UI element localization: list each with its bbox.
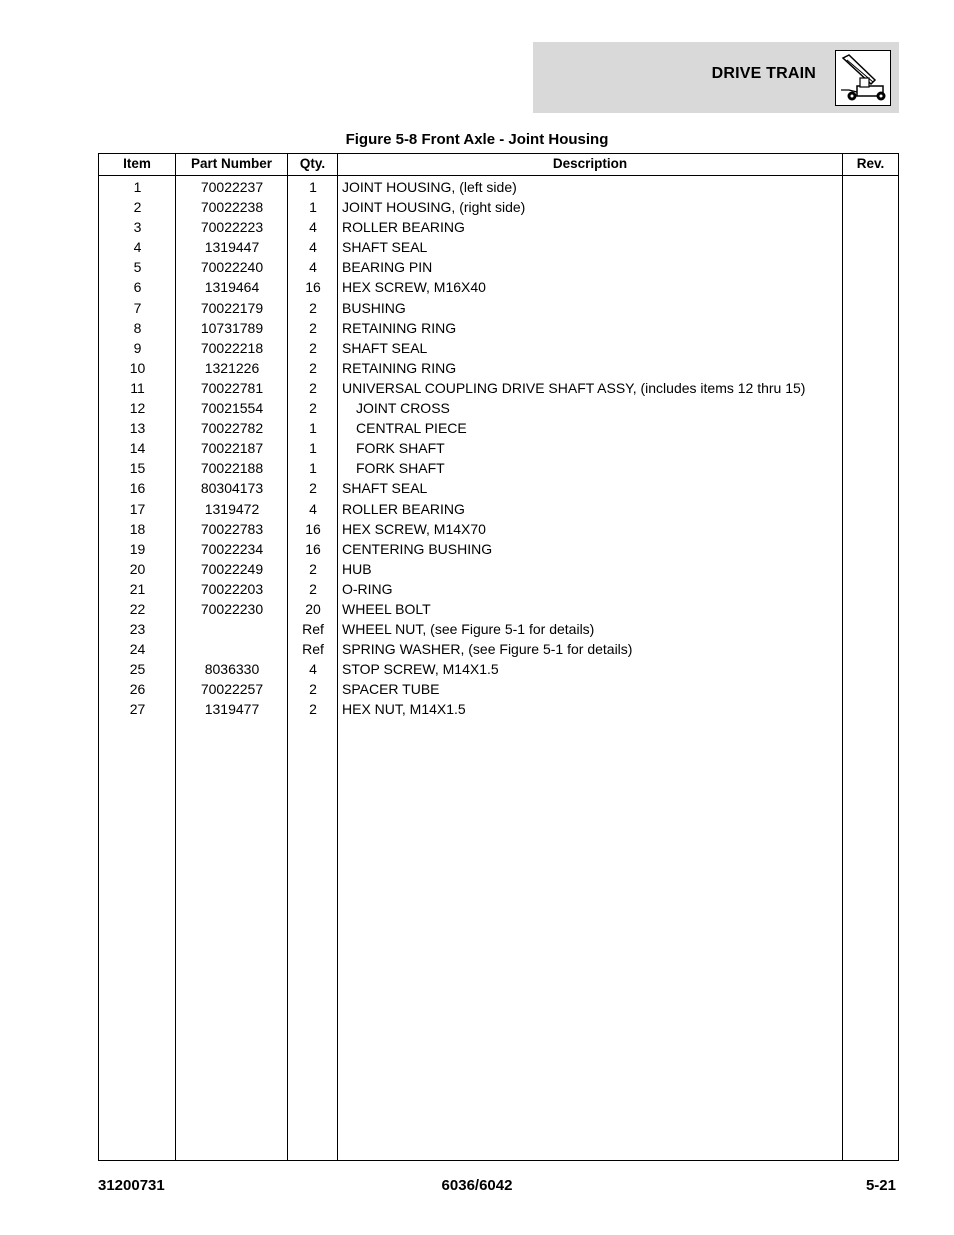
description-cell: UNIVERSAL COUPLING DRIVE SHAFT ASSY, (includes items 12 thru 15) bbox=[342, 379, 806, 396]
part-number-cell: 70022187 bbox=[200, 440, 264, 457]
table-row bbox=[99, 277, 898, 297]
description-cell: SHAFT SEAL bbox=[342, 480, 428, 497]
table-row bbox=[99, 559, 898, 579]
qty-cell: 16 bbox=[305, 520, 321, 537]
part-number-cell: 70022782 bbox=[200, 420, 264, 437]
description-cell: JOINT HOUSING, (right side) bbox=[342, 199, 526, 216]
item-cell: 18 bbox=[129, 520, 146, 537]
qty-cell: 4 bbox=[309, 661, 317, 678]
description-cell: HEX SCREW, M16X40 bbox=[342, 279, 486, 296]
table-row bbox=[99, 679, 898, 699]
description-cell: ROLLER BEARING bbox=[342, 500, 465, 517]
item-cell: 24 bbox=[129, 641, 146, 658]
table-row bbox=[99, 398, 898, 418]
table-row bbox=[99, 257, 898, 277]
qty-cell: 2 bbox=[309, 359, 317, 376]
part-number-cell: 70022188 bbox=[200, 460, 264, 477]
description-cell: SPRING WASHER, (see Figure 5-1 for details) bbox=[342, 641, 633, 658]
column-header-rev: Rev. bbox=[856, 156, 885, 171]
column-header-qty: Qty. bbox=[299, 156, 326, 171]
item-cell: 14 bbox=[129, 440, 146, 457]
item-cell: 27 bbox=[129, 701, 146, 718]
table-row bbox=[99, 539, 898, 559]
table-row bbox=[99, 217, 898, 237]
description-cell: SPACER TUBE bbox=[342, 681, 440, 698]
part-number-cell: 70022230 bbox=[200, 600, 264, 617]
table-row bbox=[99, 639, 898, 659]
item-cell: 7 bbox=[133, 299, 142, 316]
part-number-cell: 70022249 bbox=[200, 560, 264, 577]
qty-cell: 2 bbox=[309, 299, 317, 316]
part-number-cell: 70022223 bbox=[200, 219, 264, 236]
part-number-cell: 70022240 bbox=[200, 259, 264, 276]
table-row bbox=[99, 659, 898, 679]
parts-table bbox=[98, 153, 899, 1161]
qty-cell: 4 bbox=[309, 239, 317, 256]
telehandler-icon bbox=[835, 50, 891, 106]
part-number-cell: 70022257 bbox=[200, 681, 264, 698]
item-cell: 11 bbox=[130, 379, 145, 396]
table-row bbox=[99, 418, 898, 438]
qty-cell: 4 bbox=[309, 500, 317, 517]
qty-cell: 2 bbox=[309, 400, 317, 417]
qty-cell: 1 bbox=[309, 420, 317, 437]
table-row bbox=[99, 458, 898, 478]
item-cell: 6 bbox=[133, 279, 142, 296]
part-number-cell: 1319477 bbox=[204, 701, 260, 718]
part-number-cell: 70022238 bbox=[200, 199, 264, 216]
description-cell: BUSHING bbox=[342, 299, 406, 316]
item-cell: 10 bbox=[129, 359, 146, 376]
document-number: 31200731 bbox=[98, 1177, 165, 1194]
table-row bbox=[99, 358, 898, 378]
description-cell: WHEEL BOLT bbox=[342, 600, 431, 617]
column-header-part-number: Part Number bbox=[190, 156, 273, 171]
table-row bbox=[99, 499, 898, 519]
description-cell: JOINT CROSS bbox=[356, 400, 450, 417]
column-header-description: Description bbox=[552, 156, 628, 171]
part-number-cell: 70022781 bbox=[200, 379, 264, 396]
description-cell: HEX NUT, M14X1.5 bbox=[342, 701, 466, 718]
table-row bbox=[99, 298, 898, 318]
item-cell: 23 bbox=[129, 621, 146, 638]
description-cell: CENTRAL PIECE bbox=[356, 420, 467, 437]
qty-cell: 20 bbox=[305, 600, 321, 617]
table-row bbox=[99, 438, 898, 458]
item-cell: 15 bbox=[129, 460, 146, 477]
description-cell: STOP SCREW, M14X1.5 bbox=[342, 661, 499, 678]
qty-cell: 1 bbox=[309, 460, 317, 477]
item-cell: 21 bbox=[129, 580, 146, 597]
description-cell: CENTERING BUSHING bbox=[342, 540, 493, 557]
item-cell: 5 bbox=[133, 259, 142, 276]
qty-cell: 1 bbox=[309, 179, 317, 195]
qty-cell: 2 bbox=[309, 379, 317, 396]
part-number-cell: 70022203 bbox=[200, 580, 264, 597]
item-cell: 17 bbox=[129, 500, 146, 517]
qty-cell: 2 bbox=[309, 580, 317, 597]
description-cell: FORK SHAFT bbox=[356, 460, 445, 477]
item-cell: 9 bbox=[133, 339, 142, 356]
item-cell: 3 bbox=[133, 219, 142, 236]
table-row bbox=[99, 478, 898, 498]
table-row bbox=[99, 579, 898, 599]
part-number-cell: 70022218 bbox=[200, 339, 264, 356]
table-row bbox=[99, 699, 898, 719]
description-cell: HEX SCREW, M14X70 bbox=[342, 520, 486, 537]
part-number-cell: 8036330 bbox=[204, 661, 260, 678]
description-cell: HUB bbox=[342, 560, 372, 577]
table-row bbox=[99, 318, 898, 338]
item-cell: 2 bbox=[133, 199, 142, 216]
item-cell: 1 bbox=[133, 179, 142, 195]
qty-cell: 4 bbox=[309, 259, 317, 276]
part-number-cell: 70022179 bbox=[200, 299, 264, 316]
item-cell: 20 bbox=[129, 560, 146, 577]
part-number-cell: 1321226 bbox=[204, 359, 260, 376]
part-number-cell: 70022237 bbox=[200, 179, 264, 195]
table-row bbox=[99, 619, 898, 639]
part-number-cell: 70022234 bbox=[200, 540, 264, 557]
table-row bbox=[99, 237, 898, 257]
column-header-item: Item bbox=[123, 156, 151, 171]
table-row bbox=[99, 378, 898, 398]
qty-cell: 2 bbox=[309, 319, 317, 336]
item-cell: 8 bbox=[133, 319, 142, 336]
table-row bbox=[99, 599, 898, 619]
item-cell: 13 bbox=[129, 420, 146, 437]
qty-cell: 1 bbox=[309, 440, 317, 457]
item-cell: 16 bbox=[129, 480, 146, 497]
qty-cell: 16 bbox=[305, 279, 321, 296]
description-cell: WHEEL NUT, (see Figure 5-1 for details) bbox=[342, 621, 595, 638]
qty-cell: 2 bbox=[309, 560, 317, 577]
item-cell: 4 bbox=[133, 239, 142, 256]
part-number-cell: 1319464 bbox=[204, 279, 260, 296]
header-divider bbox=[99, 175, 898, 176]
item-cell: 12 bbox=[129, 400, 146, 417]
description-cell: SHAFT SEAL bbox=[342, 339, 428, 356]
item-cell: 25 bbox=[129, 661, 146, 678]
qty-cell: 2 bbox=[309, 701, 317, 718]
description-cell: FORK SHAFT bbox=[356, 440, 445, 457]
figure-title: Figure 5-8 Front Axle - Joint Housing bbox=[345, 131, 609, 148]
description-cell: O-RING bbox=[342, 580, 393, 597]
description-cell: SHAFT SEAL bbox=[342, 239, 428, 256]
description-cell: JOINT HOUSING, (left side) bbox=[342, 179, 517, 195]
description-cell: RETAINING RING bbox=[342, 359, 457, 376]
part-number-cell: 70021554 bbox=[200, 400, 264, 417]
model-number: 6036/6042 bbox=[441, 1177, 513, 1194]
qty-cell: 2 bbox=[309, 480, 317, 497]
part-number-cell: 1319472 bbox=[204, 500, 260, 517]
page-number: 5-21 bbox=[865, 1177, 896, 1194]
item-cell: 19 bbox=[129, 540, 146, 557]
part-number-cell: 70022783 bbox=[200, 520, 264, 537]
qty-cell: Ref bbox=[302, 621, 324, 638]
qty-cell: 16 bbox=[305, 540, 321, 557]
part-number-cell: 1319447 bbox=[204, 239, 260, 256]
part-number-cell: 80304173 bbox=[200, 480, 264, 497]
table-row bbox=[99, 338, 898, 358]
table-row bbox=[99, 197, 898, 217]
description-cell: RETAINING RING bbox=[342, 319, 457, 336]
item-cell: 26 bbox=[129, 681, 146, 698]
qty-cell: 4 bbox=[309, 219, 317, 236]
item-cell: 22 bbox=[129, 600, 146, 617]
qty-cell: 1 bbox=[309, 199, 317, 216]
qty-cell: 2 bbox=[309, 339, 317, 356]
qty-cell: Ref bbox=[302, 641, 324, 658]
table-row bbox=[99, 519, 898, 539]
table-row bbox=[99, 177, 898, 197]
parts-list bbox=[99, 177, 898, 720]
section-title: DRIVE TRAIN bbox=[711, 65, 816, 82]
description-cell: ROLLER BEARING bbox=[342, 219, 465, 236]
qty-cell: 2 bbox=[309, 681, 317, 698]
section-header bbox=[533, 42, 899, 113]
part-number-cell: 10731789 bbox=[200, 319, 264, 336]
description-cell: BEARING PIN bbox=[342, 259, 433, 276]
